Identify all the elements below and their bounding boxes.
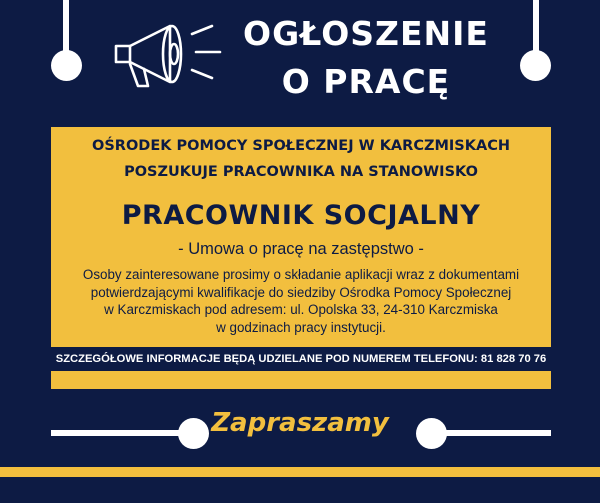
instructions-line: potwierdzającymi kwalifikacje do siedziby Ośrodka Pomocy Społecznej [90, 284, 512, 300]
invitation-text: Zapraszamy [211, 408, 389, 438]
announcement-card [51, 127, 551, 389]
left-top-pin [51, 50, 82, 81]
instructions-line: w godzinach pracy instytucji. [216, 319, 386, 335]
right-top-pin [520, 50, 551, 81]
contact-bar [51, 347, 551, 371]
right-top-line [533, 0, 539, 56]
right-bottom-line [423, 430, 551, 436]
title-line-2: O PRACĘ [281, 62, 451, 101]
left-bottom-pin [178, 418, 209, 449]
bottom-accent-band [0, 467, 600, 477]
contract-type: - Umowa o pracę na zastępstwo - [178, 240, 424, 258]
left-top-line [63, 0, 69, 56]
title-line-1: OGŁOSZENIE [243, 14, 489, 53]
card-heading-line-2: POSZUKUJE PRACOWNIKA NA STANOWISKO [124, 164, 478, 180]
application-instructions [65, 266, 537, 336]
job-position: PRACOWNIK SOCJALNY [121, 200, 481, 231]
contact-info: SZCZEGÓŁOWE INFORMACJE BĘDĄ UDZIELANE POD NUMEREM TELEFONU: 81 828 70 76 [55, 353, 547, 365]
megaphone-icon [108, 12, 232, 92]
card-heading-line-1: OŚRODEK POMOCY SPOŁECZNEJ W KARCZMISKACH [92, 138, 510, 154]
instructions-line: w Karczmiskach pod adresem: ul. Opolska 33, 24-310 Karczmiska [104, 302, 498, 317]
instructions-line: Osoby zainteresowane prosimy o składanie aplikacji wraz z dokumentami [82, 267, 520, 282]
